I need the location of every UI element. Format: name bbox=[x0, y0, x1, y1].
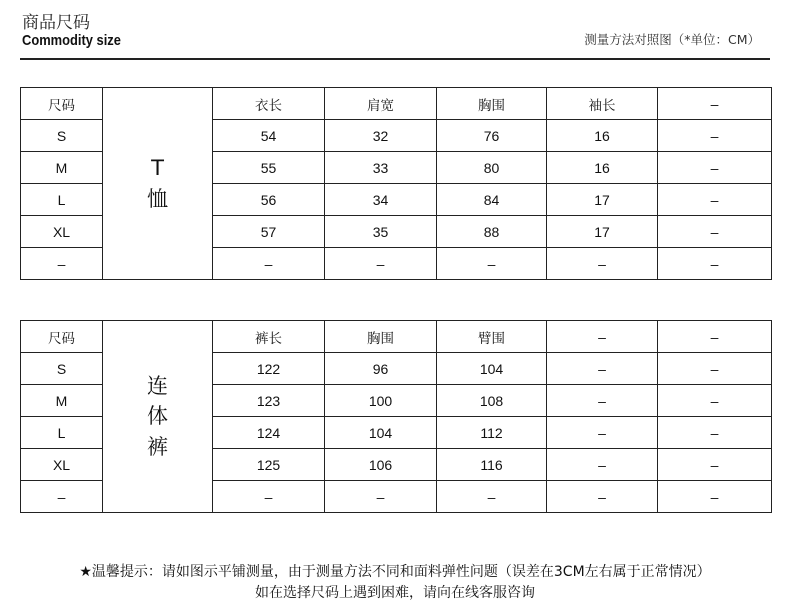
category-cell-tshirt bbox=[103, 88, 213, 280]
value-cell: – bbox=[658, 385, 772, 417]
value-cell: 56 bbox=[213, 184, 325, 216]
size-cell: S bbox=[21, 120, 103, 152]
value-cell: 55 bbox=[213, 152, 325, 184]
value-cell: 35 bbox=[325, 216, 437, 248]
header-cell: – bbox=[658, 321, 772, 353]
header-divider bbox=[20, 58, 770, 60]
table-header-row bbox=[21, 321, 772, 353]
size-cell: – bbox=[21, 248, 103, 280]
value-cell: 57 bbox=[213, 216, 325, 248]
value-cell: 123 bbox=[213, 385, 325, 417]
value-cell: – bbox=[213, 248, 325, 280]
value-cell: – bbox=[658, 216, 772, 248]
category-cell-jumpsuit bbox=[103, 321, 213, 513]
value-cell: 54 bbox=[213, 120, 325, 152]
header-cell: 尺码 bbox=[21, 88, 103, 120]
header-cell: 臂围 bbox=[437, 321, 547, 353]
value-cell: 16 bbox=[547, 152, 658, 184]
value-cell: – bbox=[658, 481, 772, 513]
value-cell: 112 bbox=[437, 417, 547, 449]
value-cell: – bbox=[658, 152, 772, 184]
value-cell: – bbox=[658, 120, 772, 152]
value-cell: – bbox=[547, 385, 658, 417]
size-cell: L bbox=[21, 184, 103, 216]
value-cell: 104 bbox=[437, 353, 547, 385]
value-cell: 76 bbox=[437, 120, 547, 152]
value-cell: – bbox=[547, 417, 658, 449]
value-cell: – bbox=[658, 449, 772, 481]
value-cell: 124 bbox=[213, 417, 325, 449]
value-cell: – bbox=[658, 417, 772, 449]
value-cell: 122 bbox=[213, 353, 325, 385]
category-char: T bbox=[151, 156, 164, 181]
value-cell: 108 bbox=[437, 385, 547, 417]
jumpsuit-size-table bbox=[20, 320, 772, 513]
value-cell: 33 bbox=[325, 152, 437, 184]
value-cell: 34 bbox=[325, 184, 437, 216]
size-tip: ★温馨提示：请如图示平铺测量，由于测量方法不同和面料弹性问题（误差在3CM左右属于正常情况） bbox=[79, 564, 711, 580]
category-char: 恤 bbox=[147, 186, 168, 211]
value-cell: 125 bbox=[213, 449, 325, 481]
value-cell: 84 bbox=[437, 184, 547, 216]
header-cell: – bbox=[547, 321, 658, 353]
measurement-method-label: 测量方法对照图（*单位：CM） bbox=[584, 32, 760, 47]
value-cell: – bbox=[547, 248, 658, 280]
value-cell: – bbox=[658, 248, 772, 280]
value-cell: – bbox=[325, 248, 437, 280]
tshirt-size-table bbox=[20, 87, 772, 280]
value-cell: 16 bbox=[547, 120, 658, 152]
table-header-row bbox=[21, 88, 772, 120]
header-cell: 裤长 bbox=[213, 321, 325, 353]
value-cell: – bbox=[325, 481, 437, 513]
value-cell: – bbox=[213, 481, 325, 513]
size-cell: M bbox=[21, 385, 103, 417]
page-subtitle: Commodity size bbox=[22, 32, 121, 49]
category-char: 连 bbox=[147, 373, 168, 398]
size-cell: XL bbox=[21, 216, 103, 248]
value-cell: 88 bbox=[437, 216, 547, 248]
value-cell: 100 bbox=[325, 385, 437, 417]
value-cell: – bbox=[437, 248, 547, 280]
size-cell: XL bbox=[21, 449, 103, 481]
value-cell: – bbox=[658, 353, 772, 385]
value-cell: 96 bbox=[325, 353, 437, 385]
category-char: 裤 bbox=[147, 434, 168, 459]
header-cell: 尺码 bbox=[21, 321, 103, 353]
value-cell: 80 bbox=[437, 152, 547, 184]
value-cell: 17 bbox=[547, 216, 658, 248]
page-title: 商品尺码 bbox=[22, 13, 90, 33]
header-cell: 衣长 bbox=[213, 88, 325, 120]
value-cell: – bbox=[547, 481, 658, 513]
header-cell: 袖长 bbox=[547, 88, 658, 120]
value-cell: – bbox=[547, 449, 658, 481]
service-tip: 如在选择尺码上遇到困难，请向在线客服咨询 bbox=[255, 585, 535, 601]
header-cell: – bbox=[658, 88, 772, 120]
value-cell: – bbox=[658, 184, 772, 216]
value-cell: 17 bbox=[547, 184, 658, 216]
header-cell: 胸围 bbox=[325, 321, 437, 353]
size-cell: L bbox=[21, 417, 103, 449]
value-cell: 106 bbox=[325, 449, 437, 481]
size-cell: – bbox=[21, 481, 103, 513]
size-cell: M bbox=[21, 152, 103, 184]
category-char: 体 bbox=[147, 404, 168, 429]
header-cell: 肩宽 bbox=[325, 88, 437, 120]
size-cell: S bbox=[21, 353, 103, 385]
value-cell: – bbox=[437, 481, 547, 513]
header-cell: 胸围 bbox=[437, 88, 547, 120]
value-cell: – bbox=[547, 353, 658, 385]
value-cell: 116 bbox=[437, 449, 547, 481]
value-cell: 32 bbox=[325, 120, 437, 152]
value-cell: 104 bbox=[325, 417, 437, 449]
